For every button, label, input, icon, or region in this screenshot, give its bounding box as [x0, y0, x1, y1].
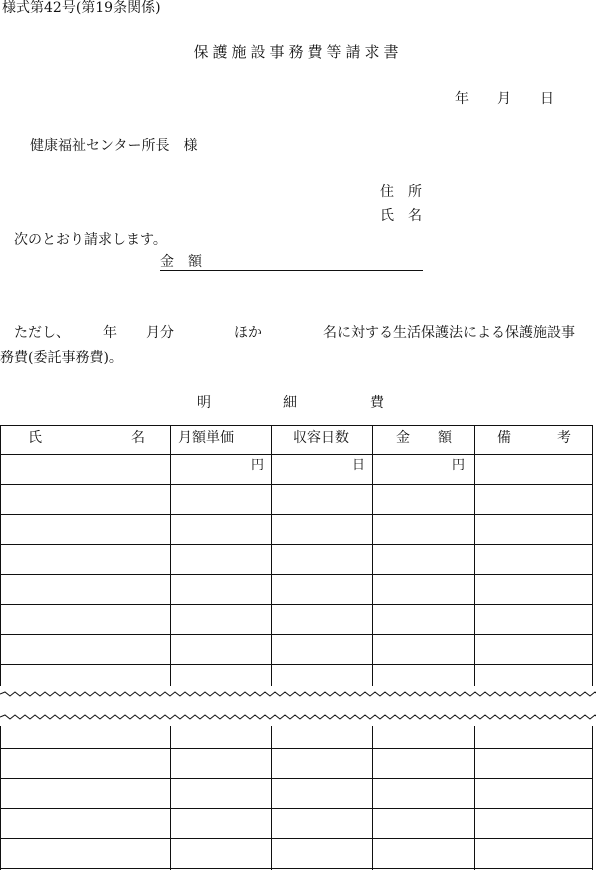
page-break-cut — [0, 686, 596, 726]
header-remarks-char-1: 備 — [497, 430, 511, 446]
address-label-char-1: 住 — [380, 184, 394, 200]
name-label-char-2: 名 — [408, 208, 422, 224]
header-days: 収容日数 — [293, 430, 349, 446]
detail-title-char-2: 細 — [283, 395, 297, 411]
table-row-line — [0, 484, 592, 485]
header-name-char-2: 名 — [131, 430, 145, 446]
table-row-line — [0, 748, 592, 749]
unit-yen-amount: 円 — [452, 458, 466, 473]
table-col-line — [592, 425, 593, 870]
table-row-line — [0, 604, 592, 605]
body-tadashi: ただし、 — [14, 325, 70, 341]
body-year: 年 — [103, 325, 117, 341]
date-day-label: 日 — [540, 91, 554, 107]
amount-label — [160, 255, 202, 269]
table-row-line — [0, 808, 592, 809]
detail-title-char-1: 明 — [197, 395, 211, 411]
table-row-line — [0, 838, 592, 839]
form-number: 様式第42号(第19条関係) — [2, 0, 161, 16]
table-row-line — [0, 514, 592, 515]
date-month-label: 月 — [497, 91, 511, 107]
name-label-char-1: 氏 — [380, 208, 394, 224]
header-unit-price: 月額単価 — [178, 430, 234, 446]
date-year-label: 年 — [455, 91, 469, 107]
header-name-char-1: 氏 — [28, 430, 42, 446]
amount-label-char-1: 金 — [160, 254, 174, 270]
address-label-char-2: 所 — [408, 184, 422, 200]
body-line2: 務費(委託事務費)。 — [0, 350, 123, 366]
unit-days: 日 — [352, 458, 366, 473]
table-row-line — [0, 544, 592, 545]
intro-text: 次のとおり請求します。 — [14, 232, 167, 248]
table-row-line — [0, 425, 592, 426]
header-amount-char-2: 額 — [438, 430, 452, 446]
table-row-line — [0, 634, 592, 635]
unit-yen-price: 円 — [251, 458, 265, 473]
table-col-line — [474, 425, 475, 870]
body-hoka: ほか — [234, 325, 262, 341]
header-remarks-char-2: 考 — [557, 430, 571, 446]
table-col-line — [170, 425, 171, 870]
amount-underline — [160, 270, 423, 271]
table-col-line — [271, 425, 272, 870]
table-row-line — [0, 778, 592, 779]
table-row-line — [0, 868, 592, 869]
detail-title-char-3: 費 — [370, 395, 384, 411]
body-rest: 名に対する生活保護法による保護施設事 — [323, 325, 575, 341]
table-row-line — [0, 664, 592, 665]
table-col-line — [0, 425, 1, 870]
addressee: 健康福祉センター所長 様 — [30, 138, 198, 154]
table-row-line — [0, 574, 592, 575]
document-title: 保護施設事務費等請求書 — [193, 43, 403, 61]
amount-label-char-2: 額 — [188, 254, 202, 270]
table-col-line — [372, 425, 373, 870]
table-row-line — [0, 454, 592, 455]
header-amount-char-1: 金 — [396, 430, 410, 446]
body-month-portion: 月分 — [146, 325, 174, 341]
